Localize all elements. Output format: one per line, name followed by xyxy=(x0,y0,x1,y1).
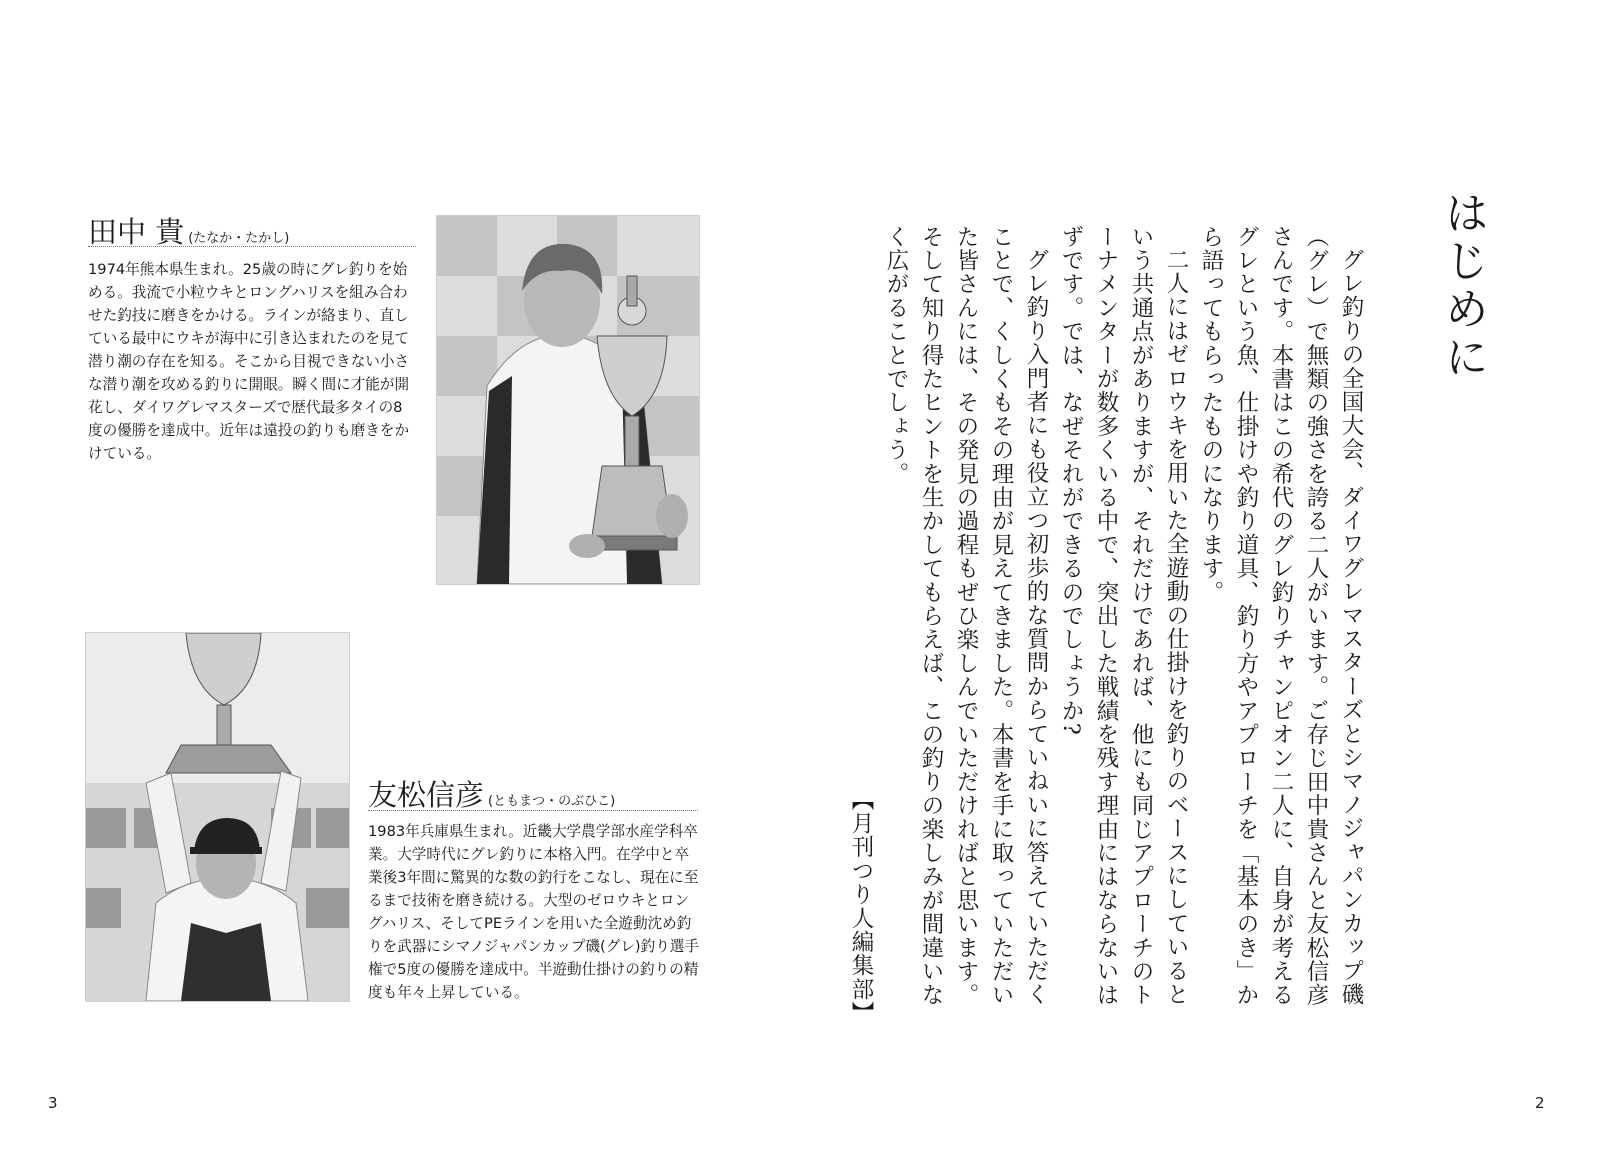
profile-2-bio: 1983年兵庫県生まれ。近畿大学農学部水産学科卒業。大学時代にグレ釣りに本格入門。在学中と卒業後3年間に驚異的な数の釣行をこなし、現在に至るまで技術を磨き続ける。大型のゼロウキとロングハリス、そしてPEラインを用いた全遊動沈め釣りを武器にシマノジャパンカップ磯(グレ)釣り選手権で5度の優勝を達成中。半遊動仕掛けの釣りの精度も年々上昇している。 xyxy=(368,823,699,1001)
page-number-left: 3 xyxy=(48,1094,58,1112)
page-number-right: 2 xyxy=(1535,1094,1545,1112)
profile-1-bio: 1974年熊本県生まれ。25歳の時にグレ釣りを始める。我流で小粒ウキとロングハリスを組み合わせた釣技に磨きをかける。ラインが絡まり、直している最中にウキが海中に引き込まれたのを見て潜り潮の存在を知る。そこから目視できない小さな潜り潮を攻める釣りに開眼。瞬く間に才能が開花し、ダイワグレマスターズで歴代最多タイの8度の優勝を達成中。近年は遠投の釣りも磨きをかけている。 xyxy=(88,261,410,462)
profile-1-name-text: 田中 貴 xyxy=(88,215,185,249)
intro-paragraph-3: グレ釣り入門者にも役立つ初歩的な質問からていねいに答えていただくことで、くしくもその理由が見えてきました。本書を手に取っていただいた皆さんには、その発見の過程もぜひ楽しんでいただければと思います。そして知り得たヒントを生かしてもらえば、この釣りの楽しみが間違いなく広がることでしょう。 xyxy=(883,225,1049,1008)
profile-2-name-text: 友松信彦 xyxy=(368,778,485,812)
profile-2-divider xyxy=(368,810,698,811)
intro-paragraph-2: 二人にはゼロウキを用いた全遊動の仕掛けを釣りのベースにしているという共通点がありますが、それだけであれば、他にも同じアプローチのトーナメンターが数多くいる中で、突出した戦績を残す理由にはならないはずです。では、なぜそれができるのでしょうか? xyxy=(1058,225,1189,1008)
signature: 【月刊つり人編集部】 xyxy=(848,788,874,1025)
profile-2-kana: (ともまつ・のぶひこ) xyxy=(488,794,616,809)
intro-paragraph-1: グレ釣りの全国大会、ダイワグレマスターズとシマノジャパンカップ磯（グレ）で無類の強さを誇る二人がいます。ご存じ田中貴さんと友松信彦さんです。本書はこの希代のグレ釣りチャンピオン二人に、自身が考えるグレという魚、仕掛けや釣り道具、釣り方やアプローチを「基本のき」から語ってもらったものになります。 xyxy=(1198,225,1364,1008)
profile-2-photo xyxy=(85,632,350,1002)
profile-1-photo xyxy=(436,215,700,585)
profile-2-name xyxy=(368,778,616,812)
profile-1-name xyxy=(88,215,290,249)
intro-text xyxy=(848,225,1368,1025)
profile-1-divider xyxy=(88,246,416,247)
profile-1-kana: (たなか・たかし) xyxy=(188,231,290,246)
section-heading: はじめに xyxy=(1437,190,1488,382)
trophy-portrait-illustration xyxy=(437,216,699,584)
trophy-raised-illustration xyxy=(86,633,349,1001)
